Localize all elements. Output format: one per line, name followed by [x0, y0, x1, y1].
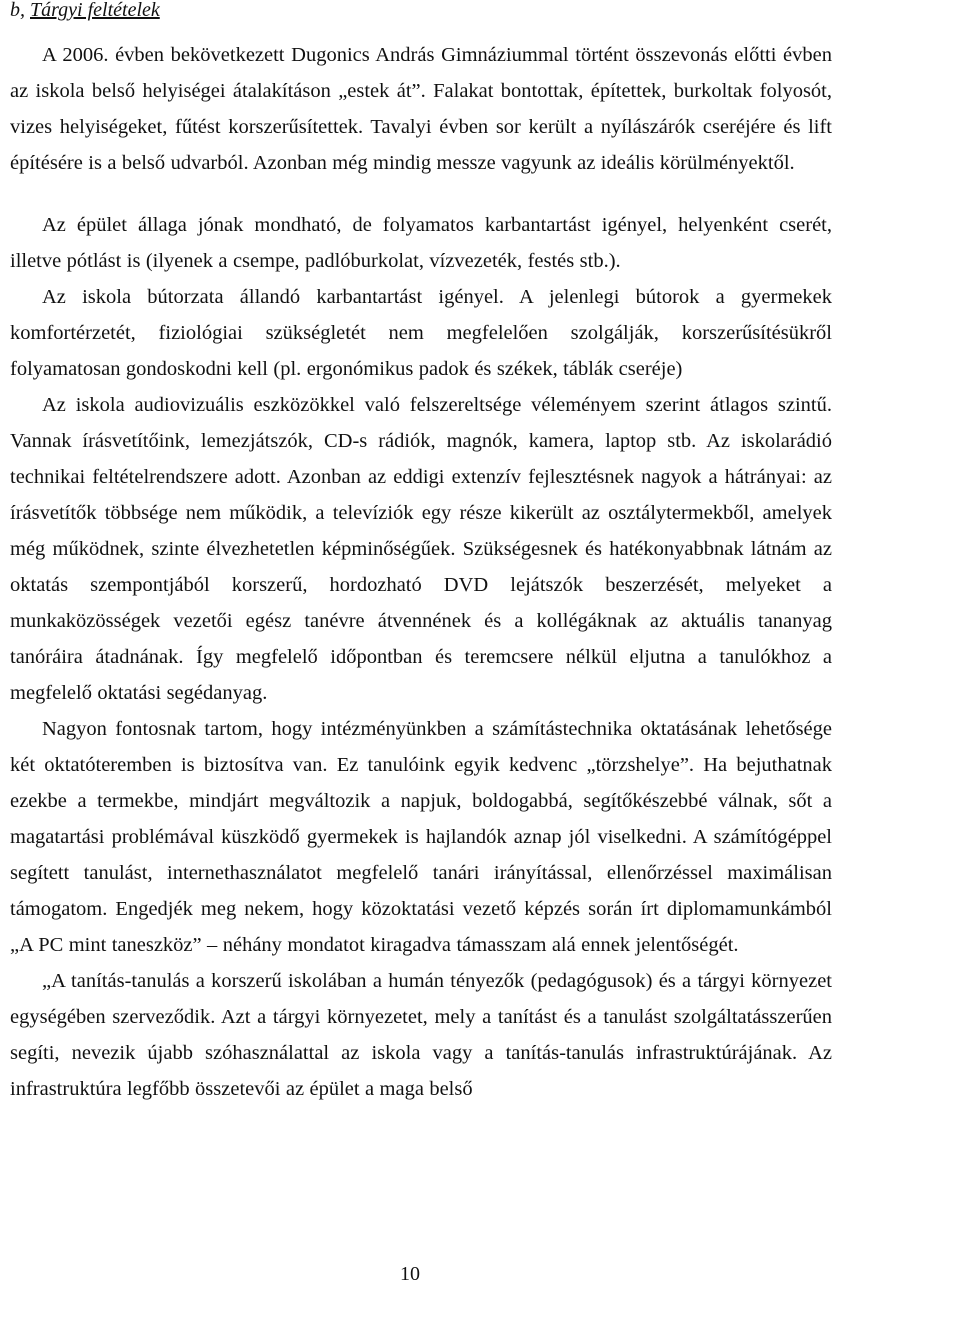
- page-number: 10: [400, 1263, 420, 1285]
- paragraph-audiovisual: Az iskola audiovizuális eszközökkel való felszereltsége véleményem szerint átlagos szintű. Vannak írásvetítőink, lemezjátszók, CD-s rádiók, magnók, kamera, laptop stb. Az iskolarádió technikai feltételrendszere adott. Azonban az eddigi extenzív fejlesztésnek nagyok a hátrányai: az írásvetítők többsége nem működik, a televíziók egy része kikerült az osztálytermekből, amelyek még működnek, szinte élvezhetetlen képminőségűek. Szükségesnek és hatékonyabbnak látnám az oktatás szempontjából korszerű, hordozható DVD lejátszók beszerzését, melyeket a munkaközösségek vezetői egész tanévre átvennének és a kollégáknak az aktuális tananyag tanóráira átadnának. Így megfelelő időpontban és teremcsere nélkül eljutna a tanulókhoz a megfelelő oktatási segédanyag.: [10, 394, 832, 704]
- section-heading-title: Tárgyi feltételek: [30, 0, 160, 21]
- section-heading-prefix: b,: [10, 0, 30, 21]
- paragraph-quote: „A tanítás-tanulás a korszerű iskolában a humán tényezők (pedagógusok) és a tárgyi környezet egységében szerveződik. Azt a tárgyi környezetet, mely a tanítást és a tanulást szolgáltatásszerűen segíti, nevezik újabb szóhasználattal az iskola vagy a tanítás-tanulás infrastruktúrájának. Az infrastruktúra legfőbb összetevői az épület a maga belső: [10, 970, 832, 1100]
- document-page: [10, 0, 832, 1107]
- paragraph-renovation: A 2006. évben bekövetkezett Dugonics András Gimnáziummal történt összevonás előtti évben az iskola belső helyiségei átalakításon „estek át”. Falakat bontottak, építettek, burkoltak folyosót, vizes helyiségeket, fűtést korszerűsítettek. Tavalyi évben sor került a nyílászárók cseréjére és lift építésére is a belső udvarból. Azonban még mindig messze vagyunk az ideális körülményektől.: [10, 44, 832, 174]
- paragraph-building-condition: Az épület állaga jónak mondható, de folyamatos karbantartást igényel, helyenként cserét, illetve pótlást is (ilyenek a csempe, padlóburkolat, vízvezeték, festés stb.).: [10, 214, 832, 272]
- paragraph-computer-rooms: Nagyon fontosnak tartom, hogy intézményünkben a számítástechnika oktatásának lehetősége két oktatóteremben is biztosítva van. Ez tanulóink egyik kedvenc „törzshelye”. Ha bejuthatnak ezekbe a termekbe, mindjárt megváltozik a napjuk, boldogabbá, segítőkészebbé válnak, sőt a magatartási problémával küszködő gyermekek is hajlandók aznap jól viselkedni. A számítógéppel segített tanulást, internethasználatot megfelelő tanári irányítással, ellenőrzéssel maximálisan támogatom. Engedjék meg nekem, hogy közoktatási vezető képzés során írt diplomamunkámból „A PC mint taneszköz” – néhány mondatot kiragadva támasszam alá ennek jelentőségét.: [10, 718, 832, 956]
- section-heading: [10, 0, 832, 20]
- paragraph-furniture: Az iskola bútorzata állandó karbantartást igényel. A jelenlegi bútorok a gyermekek komfortérzetét, fiziológiai szükségletét nem megfelelően szolgálják, korszerűsítésükről folyamatosan gondoskodni kell (pl. ergonómikus padok és székek, táblák cseréje): [10, 286, 832, 380]
